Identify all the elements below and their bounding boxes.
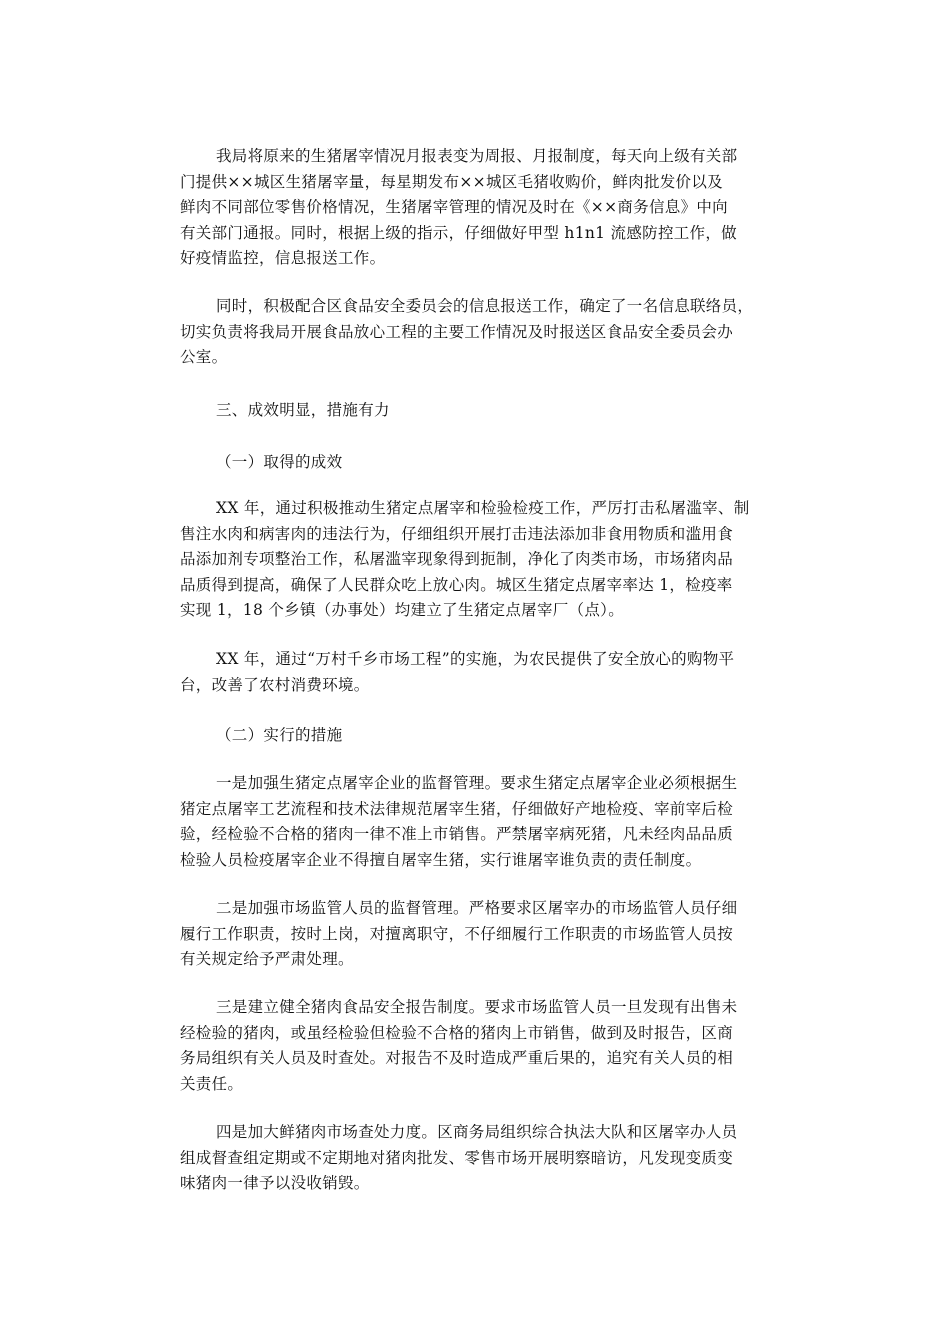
- text-line: 关责任。: [180, 1074, 244, 1093]
- text-line: 售注水肉和病害肉的违法行为，仔细组织开展打击违法添加非食用物质和滥用食: [180, 524, 734, 543]
- paragraph-xx-year-market: [180, 647, 780, 698]
- text-line: 四是加大鲜猪肉市场查处力度。区商务局组织综合执法大队和区屠宰办人员: [216, 1123, 738, 1141]
- text-line: 同时，积极配合区食品安全委员会的信息报送工作，确定了一名信息联络员，: [216, 297, 754, 315]
- subsection-heading-achievements: [180, 450, 780, 476]
- text-line: 台，改善了农村消费环境。: [180, 675, 370, 694]
- text-line: 验，经检验不合格的猪肉一律不准上市销售。严禁屠宰病死猪，凡未经肉品品质: [180, 825, 734, 843]
- text-line: 一是加强生猪定点屠宰企业的监督管理。要求生猪定点屠宰企业必须根据生: [216, 774, 738, 792]
- text-line: 公室。: [180, 348, 228, 366]
- paragraph-measure-two: [180, 896, 780, 973]
- text-line: 二是加强市场监管人员的监督管理。严格要求区屠宰办的市场监管人员仔细: [216, 899, 738, 917]
- text-line: XX 年，通过积极推动生猪定点屠宰和检验检疫工作，严厉打击私屠滥宰、制: [216, 499, 750, 517]
- text-line: 品质得到提高，确保了人民群众吃上放心肉。城区生猪定点屠宰率达 1，检疫率: [180, 575, 733, 594]
- text-line: 履行工作职责，按时上岗，对擅离职守，不仔细履行工作职责的市场监管人员按: [180, 924, 734, 943]
- subsection-heading-measures: [180, 723, 780, 749]
- text-line: 品添加剂专项整治工作，私屠滥宰现象得到扼制，净化了肉类市场，市场猪肉品: [180, 550, 734, 568]
- text-line: 好疫情监控，信息报送工作。: [180, 249, 386, 267]
- text-line: 有关部门通报。同时，根据上级的指示，仔细做好甲型 h1n1 流感防控工作，做: [180, 223, 737, 242]
- text-line: 有关规定给予严肃处理。: [180, 950, 354, 968]
- paragraph-xx-year-slaughter: [180, 496, 780, 624]
- text-line: 我局将原来的生猪屠宰情况月报表变为周报、月报制度，每天向上级有关部: [216, 147, 738, 165]
- paragraph-info-reporting: [180, 294, 780, 371]
- paragraph-measure-three: [180, 995, 780, 1097]
- paragraph-measure-one: [180, 771, 780, 873]
- text-line: 三是建立健全猪肉食品安全报告制度。要求市场监管人员一旦发现有出售未: [216, 998, 738, 1016]
- text-line: 切实负责将我局开展食品放心工程的主要工作情况及时报送区食品安全委员会办: [180, 322, 734, 341]
- text-line: 门提供××城区生猪屠宰量，每星期发布××城区毛猪收购价，鲜肉批发价以及: [180, 172, 723, 191]
- text-line: 检验人员检疫屠宰企业不得擅自屠宰生猪，实行谁屠宰谁负责的责任制度。: [180, 850, 702, 869]
- section-heading-results: [180, 398, 780, 424]
- heading-text: （二）实行的措施: [216, 726, 343, 744]
- paragraph-measure-four: [180, 1120, 780, 1197]
- text-line: 实现 1，18 个乡镇（办事处）均建立了生猪定点屠宰厂（点）。: [180, 601, 624, 619]
- text-line: 务局组织有关人员及时查处。对报告不及时造成严重后果的，追究有关人员的相: [180, 1049, 734, 1067]
- text-line: XX 年，通过“万村千乡市场工程”的实施，为农民提供了安全放心的购物平: [216, 650, 735, 668]
- text-line: 经检验的猪肉，或虽经检验但检验不合格的猪肉上市销售，做到及时报告，区商: [180, 1023, 734, 1042]
- text-line: 猪定点屠宰工艺流程和技术法律规范屠宰生猪，仔细做好产地检疫、宰前宰后检: [180, 799, 734, 818]
- heading-text: 三、成效明显，措施有力: [216, 401, 390, 419]
- text-line: 鲜肉不同部位零售价格情况，生猪屠宰管理的情况及时在《××商务信息》中向: [180, 198, 728, 216]
- text-line: 组成督查组定期或不定期地对猪肉批发、零售市场开展明察暗访，凡发现变质变: [180, 1148, 734, 1167]
- paragraph-weekly-report: [180, 144, 780, 272]
- heading-text: （一）取得的成效: [216, 453, 343, 471]
- text-line: 味猪肉一律予以没收销毁。: [180, 1174, 370, 1192]
